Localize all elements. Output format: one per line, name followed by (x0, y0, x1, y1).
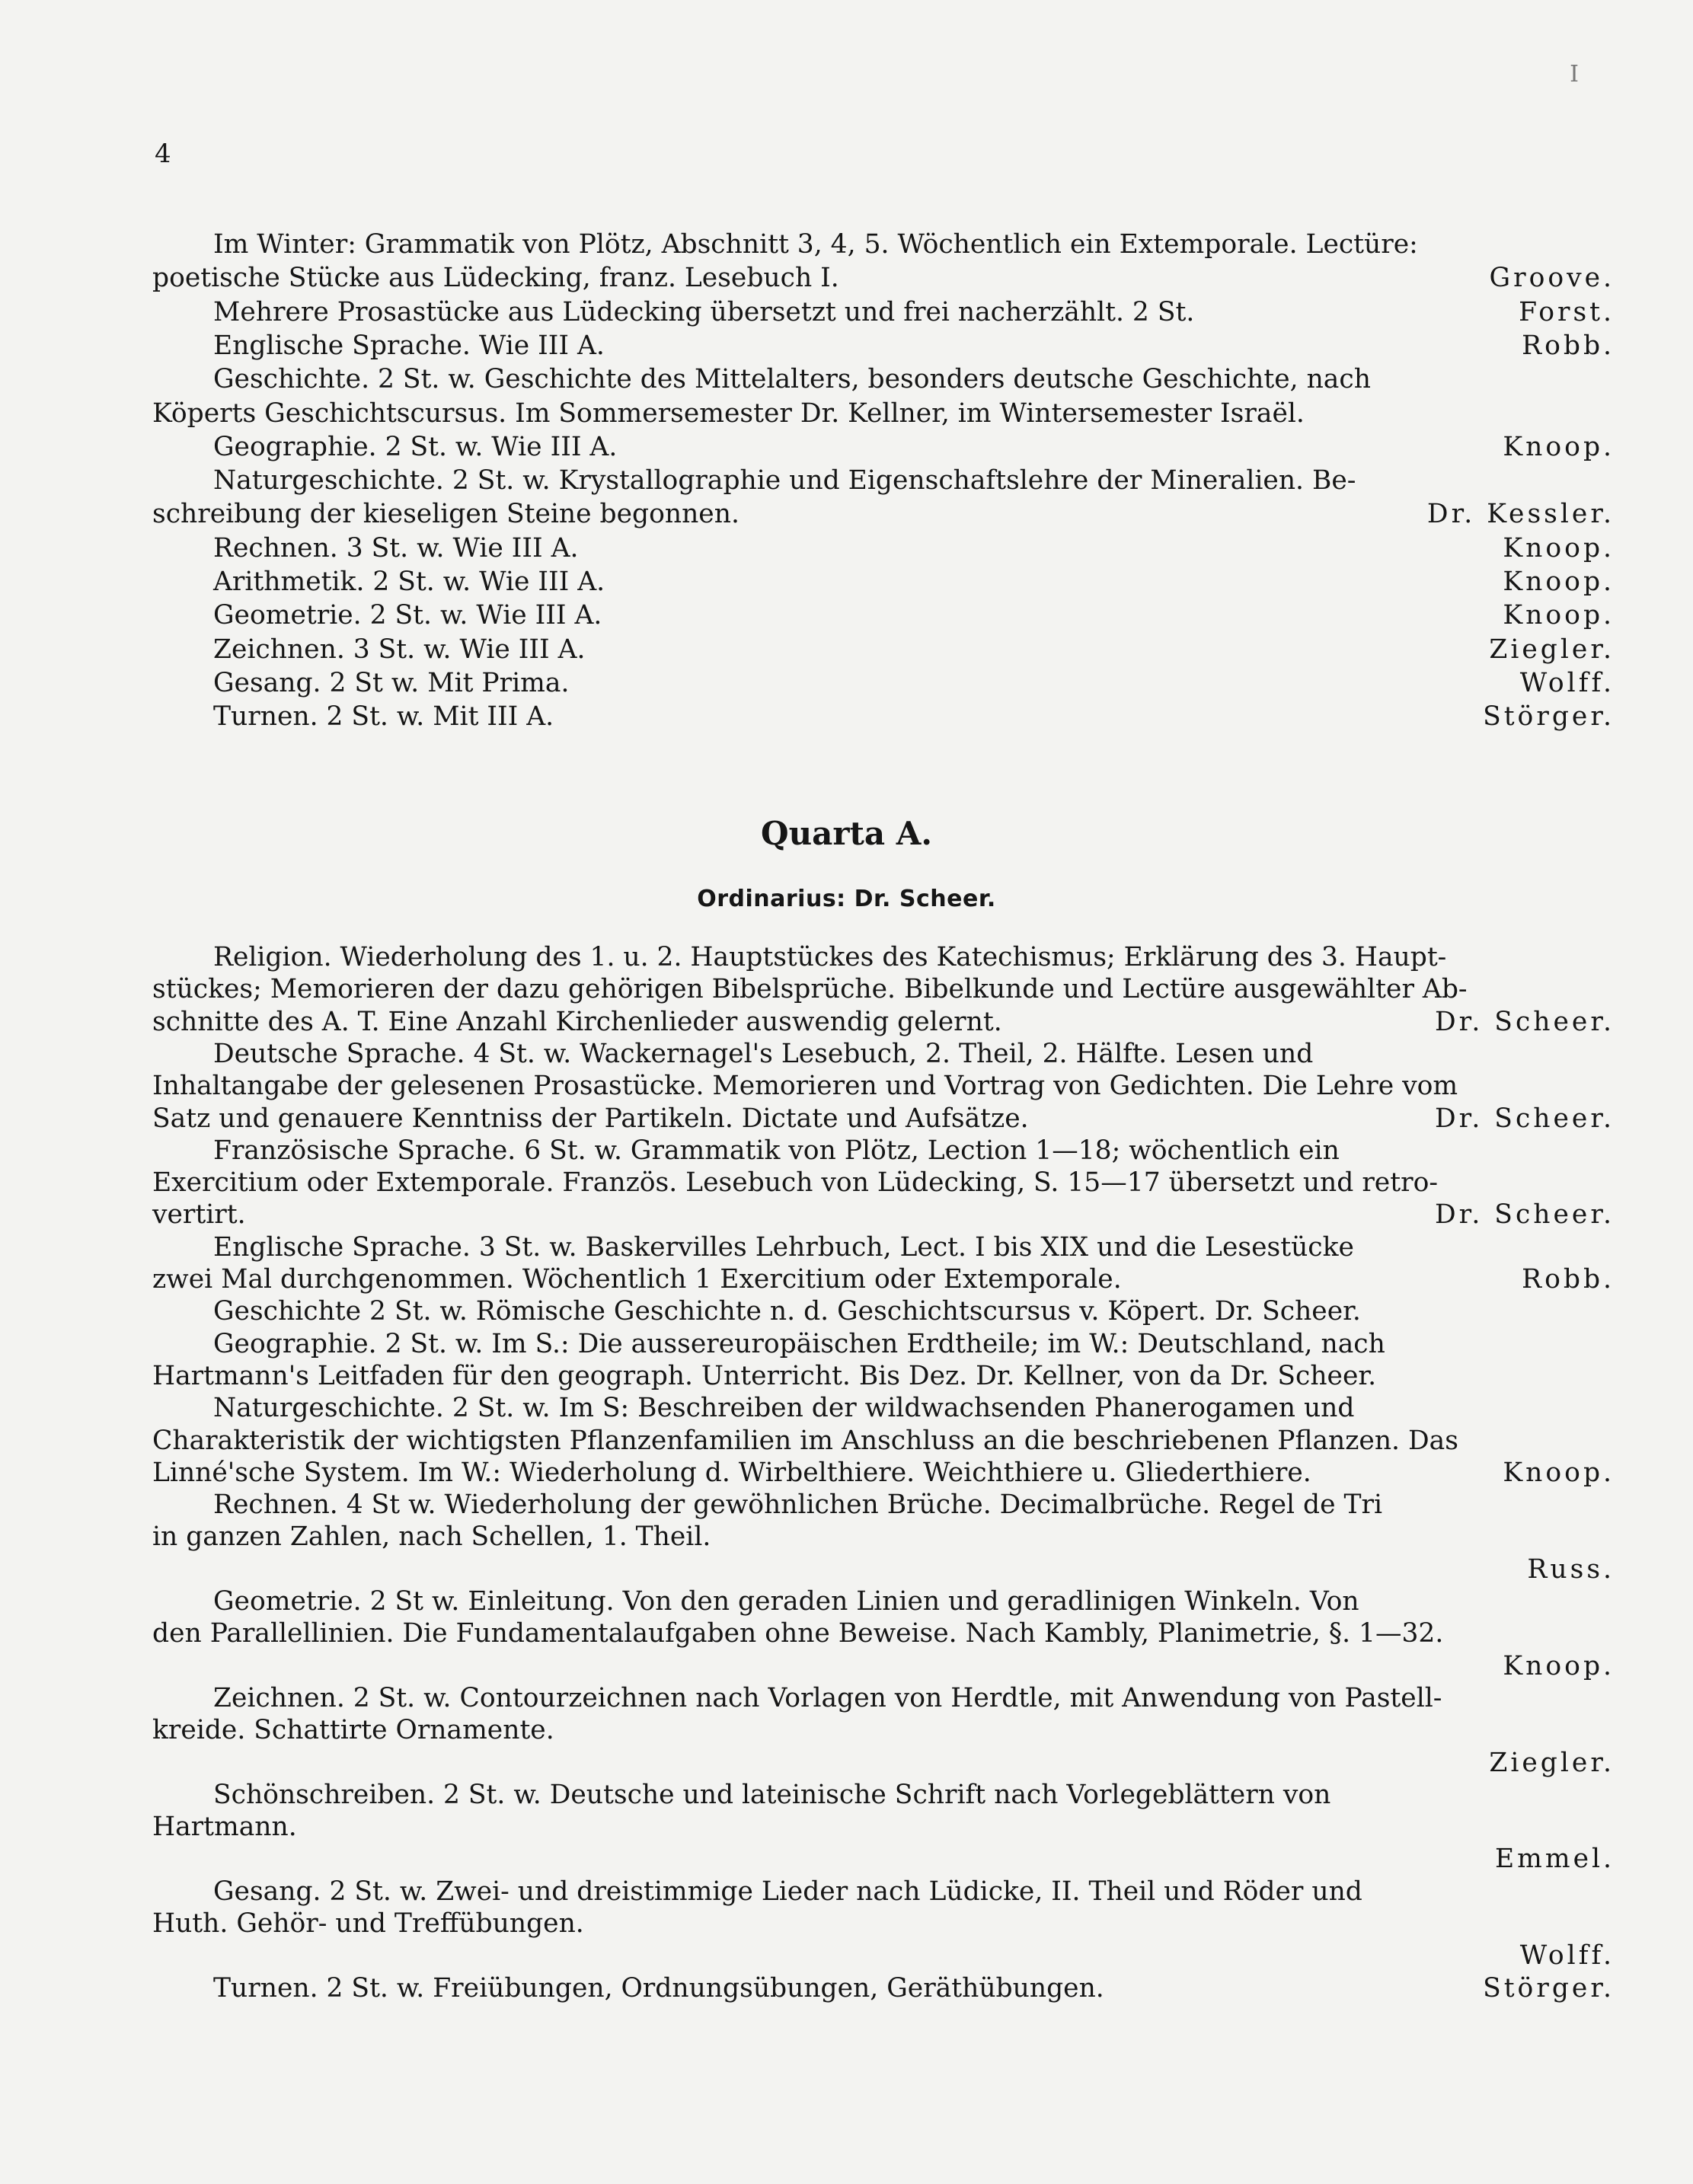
section-title: Quarta A. (761, 815, 932, 852)
text-line (152, 667, 1615, 701)
text-line (152, 1553, 1615, 1587)
teacher-name: Robb. (1522, 1264, 1615, 1295)
teacher-name: Ziegler. (1489, 1747, 1615, 1778)
text-line (152, 634, 1615, 667)
text-line (152, 1263, 1615, 1297)
text-line (152, 1908, 1615, 1941)
text-line (152, 330, 1615, 363)
teacher-name: Wolff. (1519, 1940, 1615, 1972)
text-line (152, 1876, 1615, 1909)
teacher-name: Störger. (1483, 1972, 1615, 2004)
line-text: Rechnen. 4 St w. Wiederholung der gewöhnlichen Brüche. Decimalbrüche. Regel de Tri (213, 1490, 1382, 1521)
text-line (152, 1747, 1615, 1780)
line-text: Schönschreiben. 2 St. w. Deutsche und lateinische Schrift nach Vorlegeblättern von (213, 1779, 1331, 1810)
teacher-name: Knoop. (1503, 600, 1615, 631)
line-text: Huth. Gehör- und Treffübungen. (152, 1908, 584, 1939)
text-line (152, 262, 1615, 295)
line-text: Religion. Wiederholung des 1. u. 2. Hauptstückes des Katechismus; Erklärung des 3. Haupt- (213, 942, 1447, 972)
text-line (152, 1231, 1615, 1265)
teacher-name: Wolff. (1519, 667, 1615, 698)
text-line (152, 1135, 1615, 1168)
line-text: Exercitium oder Extemporale. Französ. Lesebuch von Lüdecking, S. 15—17 übersetzt und retro- (152, 1167, 1439, 1199)
line-text: Arithmetik. 2 St. w. Wie III A. (213, 567, 605, 597)
text-line (152, 1103, 1615, 1136)
line-text: Hartmann. (152, 1812, 297, 1843)
page-number: 4 (155, 139, 171, 169)
line-text: Charakteristik der wichtigsten Pflanzenfamilien im Anschluss an die beschriebenen Pflanzen. Das (152, 1425, 1458, 1456)
text-line (152, 1425, 1615, 1458)
text-line (152, 1617, 1615, 1651)
line-text: Geographie. 2 St. w. Wie III A. (213, 431, 618, 462)
teacher-name: Forst. (1519, 296, 1615, 327)
teacher-name: Russ. (1527, 1553, 1615, 1585)
teacher-name: Dr. Scheer. (1435, 1103, 1615, 1134)
text-line (152, 1843, 1615, 1876)
corner-mark: I (1570, 61, 1579, 88)
text-line (152, 941, 1615, 975)
text-line (152, 1328, 1615, 1362)
text-line (152, 498, 1615, 532)
line-text: Turnen. 2 St. w. Mit III A. (213, 701, 554, 733)
line-text: Rechnen. 3 St. w. Wie III A. (213, 532, 579, 564)
text-line (152, 1811, 1615, 1844)
text-line (152, 228, 1615, 262)
teacher-name: Knoop. (1503, 532, 1615, 564)
text-line (152, 1585, 1615, 1619)
text-line (152, 431, 1615, 465)
text-line (152, 398, 1615, 431)
line-text: Turnen. 2 St. w. Freiübungen, Ordnungsübungen, Geräthübungen. (213, 1972, 1104, 2004)
teacher-name: Dr. Scheer. (1435, 1199, 1615, 1231)
teacher-name: Dr. Scheer. (1435, 1006, 1615, 1037)
line-text: Köperts Geschichtscursus. Im Sommersemester Dr. Kellner, im Wintersemester Israël. (152, 398, 1305, 429)
teacher-name: Knoop. (1503, 1457, 1615, 1488)
line-text: stückes; Memorieren der dazu gehörigen Bibelsprüche. Bibelkunde und Lectüre ausgewählter Ab- (152, 974, 1468, 1005)
line-text: Zeichnen. 3 St. w. Wie III A. (213, 634, 586, 665)
line-text: Geschichte. 2 St. w. Geschichte des Mittelalters, besonders deutsche Geschichte, nach (213, 364, 1371, 395)
line-text: Geometrie. 2 St w. Einleitung. Von den geraden Linien und geradlinigen Winkeln. Von (213, 1586, 1359, 1617)
line-text: Französische Sprache. 6 St. w. Grammatik von Plötz, Lection 1—18; wöchentlich ein (213, 1135, 1340, 1166)
line-text: Geographie. 2 St. w. Im S.: Die aussereuropäischen Erdtheile; im W.: Deutschland, nach (213, 1328, 1385, 1359)
line-text: Gesang. 2 St w. Mit Prima. (213, 667, 570, 698)
line-text: den Parallellinien. Die Fundamentalaufgaben ohne Beweise. Nach Kambly, Planimetrie, §. 1—32. (152, 1618, 1444, 1649)
text-line (152, 1714, 1615, 1748)
text-line (152, 1006, 1615, 1039)
text-line (152, 1779, 1615, 1812)
teacher-name: Dr. Kessler. (1426, 499, 1615, 530)
ordinarius: Ordinarius: Dr. Scheer. (697, 886, 996, 912)
text-line (152, 1521, 1615, 1554)
line-text: Naturgeschichte. 2 St. w. Krystallographie und Eigenschaftslehre der Mineralien. Be- (213, 465, 1356, 497)
text-line (152, 1070, 1615, 1103)
line-text: Geschichte 2 St. w. Römische Geschichte n. d. Geschichtscursus v. Köpert. Dr. Scheer. (213, 1296, 1361, 1327)
text-line (152, 1682, 1615, 1716)
text-line (152, 1167, 1615, 1200)
teacher-name: Groove. (1489, 263, 1615, 294)
line-text: Zeichnen. 2 St. w. Contourzeichnen nach Vorlagen von Herdtle, mit Anwendung von Pastell- (213, 1682, 1442, 1713)
line-text: Geometrie. 2 St. w. Wie III A. (213, 600, 602, 631)
text-line (152, 363, 1615, 397)
text-line (152, 1295, 1615, 1329)
text-line (152, 296, 1615, 330)
text-line (152, 1457, 1615, 1490)
line-text: Gesang. 2 St. w. Zwei- und dreistimmige Lieder nach Lüdicke, II. Theil und Röder und (213, 1876, 1362, 1907)
text-line (152, 599, 1615, 633)
line-text: Englische Sprache. Wie III A. (213, 330, 605, 361)
teacher-name: Knoop. (1503, 1650, 1615, 1681)
line-text: Inhaltangabe der gelesenen Prosastücke. Memorieren und Vortrag von Gedichten. Die Lehre vom (152, 1071, 1458, 1102)
line-text: Linné'sche System. Im W.: Wiederholung d. Wirbelthiere. Weichthiere u. Gliederthiere. (152, 1457, 1311, 1488)
line-text: schnitte des A. T. Eine Anzahl Kirchenlieder auswendig gelernt. (152, 1006, 1002, 1037)
text-line (152, 532, 1615, 566)
line-text: Hartmann's Leitfaden für den geograph. Unterricht. Bis Dez. Dr. Kellner, von da Dr. Scheer. (152, 1360, 1377, 1391)
line-text: Englische Sprache. 3 St. w. Baskervilles Lehrbuch, Lect. I bis XIX und die Lesestücke (213, 1231, 1354, 1263)
line-text: Satz und genauere Kenntniss der Partikeln. Dictate und Aufsätze. (152, 1103, 1029, 1134)
text-line (152, 1940, 1615, 1973)
line-text: Naturgeschichte. 2 St. w. Im S: Beschreiben der wildwachsenden Phanerogamen und (213, 1393, 1355, 1424)
text-line (152, 465, 1615, 498)
text-line (152, 701, 1615, 734)
line-text: in ganzen Zahlen, nach Schellen, 1. Theil. (152, 1521, 711, 1553)
line-text: poetische Stücke aus Lüdecking, franz. Lesebuch I. (152, 263, 839, 294)
teacher-name: Robb. (1522, 330, 1615, 361)
line-text: zwei Mal durchgenommen. Wöchentlich 1 Exercitium oder Extemporale. (152, 1264, 1122, 1295)
text-line (152, 1360, 1615, 1394)
text-line (152, 1650, 1615, 1684)
text-line (152, 1489, 1615, 1522)
text-line (152, 1392, 1615, 1426)
text-line (152, 566, 1615, 599)
teacher-name: Knoop. (1503, 567, 1615, 597)
line-text: schreibung der kieseligen Steine begonnen. (152, 499, 739, 530)
line-text: Im Winter: Grammatik von Plötz, Abschnitt 3, 4, 5. Wöchentlich ein Extemporale. Lectüre: (213, 229, 1418, 260)
line-text: Mehrere Prosastücke aus Lüdecking übersetzt und frei nacherzählt. 2 St. (213, 296, 1195, 327)
text-line (152, 973, 1615, 1007)
teacher-name: Ziegler. (1489, 634, 1615, 665)
text-line (152, 1199, 1615, 1232)
line-text: kreide. Schattirte Ornamente. (152, 1715, 554, 1746)
line-text: Deutsche Sprache. 4 St. w. Wackernagel's Lesebuch, 2. Theil, 2. Hälfte. Lesen und (213, 1038, 1314, 1069)
text-line (152, 1038, 1615, 1071)
teacher-name: Emmel. (1494, 1844, 1615, 1875)
line-text: vertirt. (152, 1199, 246, 1231)
text-line (152, 1972, 1615, 2006)
teacher-name: Knoop. (1503, 431, 1615, 462)
teacher-name: Störger. (1483, 701, 1615, 733)
